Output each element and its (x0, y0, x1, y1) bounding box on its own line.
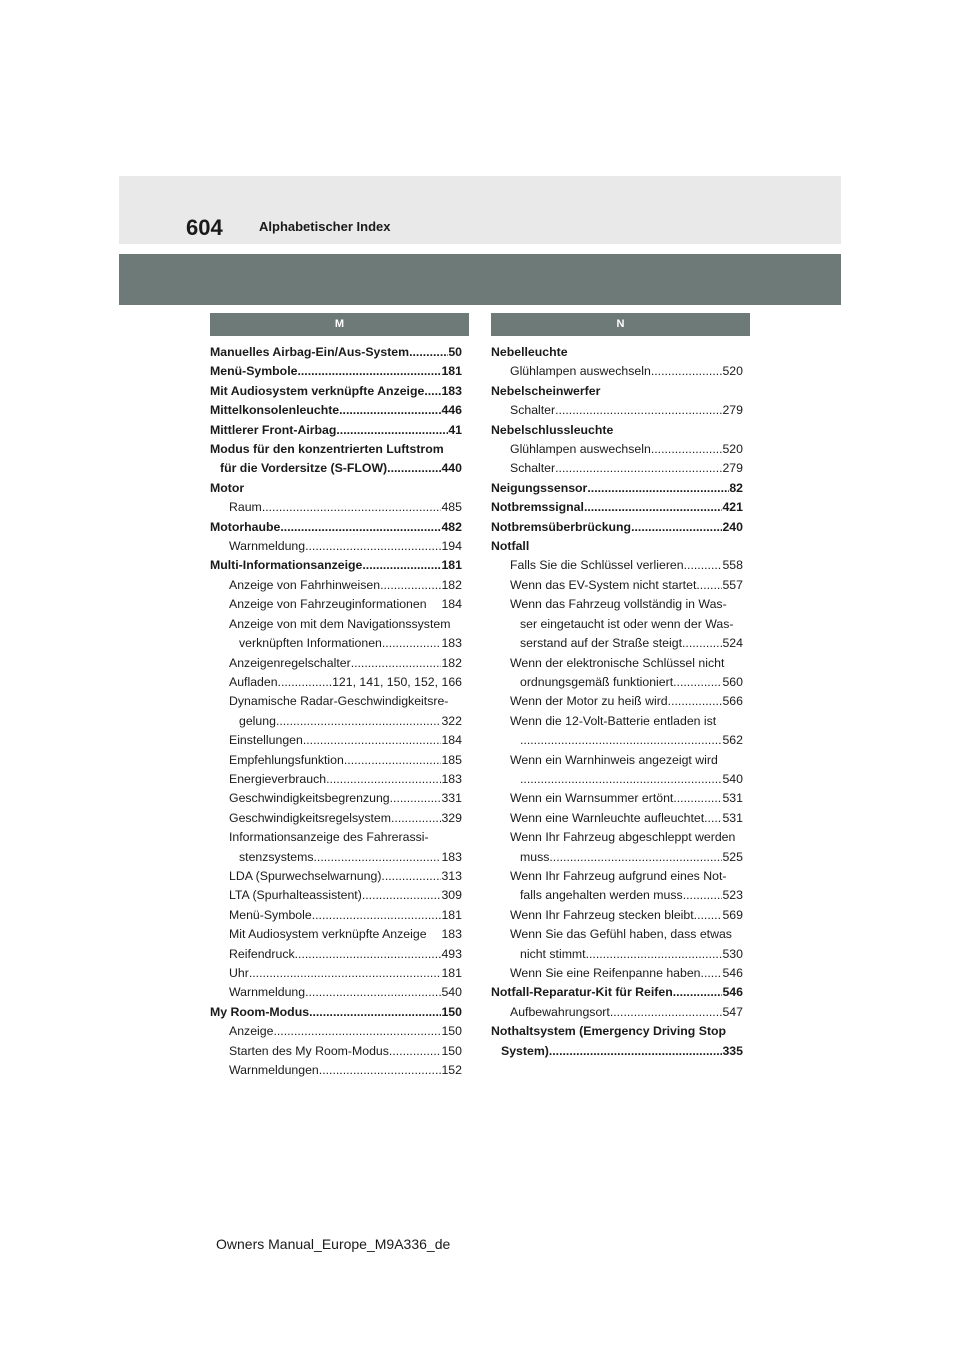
index-entry (210, 1003, 462, 1022)
index-entry (210, 382, 462, 401)
entry-label: Anzeigenregelschalter (229, 655, 351, 670)
index-entry (491, 1042, 743, 1061)
entry-label: Mit Audiosystem verknüpfte Anzeige (210, 383, 425, 398)
entry-page: 520 (722, 442, 743, 457)
entry-label: nicht stimmt (520, 946, 586, 961)
entry-page: 530 (722, 946, 743, 961)
entry-label: Nebelscheinwerfer (491, 383, 601, 398)
index-entry (210, 828, 462, 847)
leader-dots (586, 945, 723, 964)
index-entry (210, 556, 462, 575)
index-entry (210, 886, 462, 905)
leader-dots (673, 673, 722, 692)
entry-page: 181 (441, 558, 462, 573)
entry-page: 183 (441, 927, 462, 942)
index-entry (491, 556, 743, 575)
entry-page: 523 (722, 888, 743, 903)
leader-dots (704, 809, 722, 828)
index-entry (491, 343, 743, 362)
index-entry (210, 867, 462, 886)
entry-page: 181 (441, 966, 462, 980)
entry-label: LTA (Spurhalteassistent) (229, 888, 362, 903)
entry-page: 181 (441, 364, 462, 379)
index-entry (210, 634, 462, 653)
index-entry (210, 925, 462, 944)
entry-page: 531 (722, 810, 743, 825)
leader-dots (584, 498, 723, 517)
index-entry (210, 401, 462, 420)
entry-page: 309 (441, 888, 462, 903)
letter-heading-m: M (210, 313, 469, 336)
leader-dots (305, 983, 441, 1002)
entry-label: ser eingetaucht ist oder wenn der Was- (520, 616, 734, 631)
entry-label: Mittelkonsolenleuchte (210, 403, 340, 418)
entry-label: Menü-Symbole (210, 364, 298, 379)
leader-dots (555, 459, 722, 478)
index-entry (210, 576, 462, 595)
entry-label: System) (501, 1043, 549, 1058)
leader-dots (249, 964, 442, 983)
entry-label: Neigungssensor (491, 480, 588, 495)
index-entry (210, 537, 462, 556)
entry-label: Starten des My Room-Modus (229, 1043, 389, 1058)
entry-label: Schalter (510, 461, 556, 476)
leader-dots (362, 886, 442, 905)
entry-label: Warnmeldungen (229, 1063, 319, 1078)
index-entry (210, 770, 462, 789)
entry-label: Wenn eine Warnleuchte aufleuchtet (510, 810, 705, 825)
entry-label: LDA (Spurwechselwarnung) (229, 868, 382, 883)
entry-label: Notfall (491, 539, 530, 554)
entry-label: Wenn die 12-Volt-Batterie entladen ist (510, 713, 717, 728)
leader-dots (409, 343, 448, 362)
index-entry (491, 983, 743, 1002)
index-entry (491, 789, 743, 808)
leader-dots (380, 576, 441, 595)
entry-page: 182 (441, 577, 462, 592)
entry-page: 524 (722, 636, 743, 651)
entry-label: Wenn Ihr Fahrzeug aufgrund eines Not- (510, 868, 727, 883)
entry-label: serstand auf der Straße steigt (520, 636, 682, 651)
leader-dots (424, 382, 441, 401)
entry-label: Aufladen (229, 674, 278, 689)
entry-page: 540 (441, 985, 462, 1000)
entry-page: 150 (441, 1024, 462, 1039)
entry-page: 446 (441, 403, 462, 418)
footer-text: Owners Manual_Europe_M9A336_de (216, 1236, 451, 1252)
entry-label: Notfall-Reparatur-Kit für Reifen (491, 985, 673, 1000)
leader-dots (339, 401, 441, 420)
index-entry (491, 615, 743, 634)
entry-label: Anzeige (229, 1024, 274, 1039)
index-entry (491, 1003, 743, 1022)
leader-dots (682, 634, 722, 653)
leader-dots (303, 731, 442, 750)
entry-page: 150 (441, 1004, 462, 1019)
index-entry (491, 712, 743, 731)
leader-dots (673, 789, 722, 808)
index-entry (491, 1022, 743, 1041)
leader-dots (555, 401, 722, 420)
index-entry (210, 731, 462, 750)
index-column-m (210, 343, 462, 1080)
entry-page: 531 (722, 791, 743, 806)
entry-page: 183 (441, 636, 462, 651)
index-entry (210, 459, 462, 478)
leader-dots (684, 556, 723, 575)
leader-dots (549, 1042, 723, 1061)
entry-page: 121, 141, 150, 152, 166 (332, 674, 462, 689)
index-entry (210, 945, 462, 964)
index-entry (491, 867, 743, 886)
entry-page: 181 (441, 907, 462, 922)
index-entry (491, 886, 743, 905)
entry-label: Wenn das EV-System nicht startet (510, 577, 697, 592)
entry-page: 185 (441, 752, 462, 767)
entry-label: Modus für den konzentrierten Luftstrom (210, 442, 444, 457)
index-entry (210, 848, 462, 867)
index-entry (210, 751, 462, 770)
entry-label: Motorhaube (210, 519, 281, 534)
entry-page: 150 (441, 1043, 462, 1058)
index-entry (491, 518, 743, 537)
leader-dots (701, 964, 723, 983)
index-entry (210, 595, 462, 614)
entry-page: 540 (722, 771, 743, 786)
entry-label: Motor (210, 480, 245, 495)
leader-dots (673, 983, 723, 1002)
entry-label: für die Vordersitze (S-FLOW) (220, 461, 388, 476)
entry-page: 331 (441, 791, 462, 806)
leader-dots (683, 886, 723, 905)
entry-label: Notbremsüberbrückung (491, 519, 632, 534)
entry-label: Wenn Ihr Fahrzeug abgeschleppt werden (510, 830, 736, 845)
entry-label: Wenn der elektronische Schlüssel nicht (510, 655, 725, 670)
leader-dots (297, 362, 441, 381)
index-entry (491, 440, 743, 459)
entry-label: Wenn ein Warnhinweis angezeigt wird (510, 752, 718, 767)
entry-page: 440 (441, 461, 462, 476)
entry-label: Informationsanzeige des Fahrerassi- (229, 830, 429, 845)
entry-label: Empfehlungsfunktion (229, 752, 344, 767)
entry-page: 562 (722, 733, 743, 748)
index-entry (210, 343, 462, 362)
entry-label: Menü-Symbole (229, 907, 312, 922)
index-entry (210, 615, 462, 634)
entry-page: 82 (729, 480, 743, 495)
entry-label: Wenn ein Warnsummer ertönt (510, 791, 674, 806)
index-entry (210, 906, 462, 925)
index-entry (210, 692, 462, 711)
index-column-n (491, 343, 743, 1061)
entry-page: 569 (722, 907, 743, 922)
entry-label: Manuelles Airbag-Ein/Aus-System (210, 345, 410, 359)
entry-page: 566 (722, 694, 743, 709)
index-entry (210, 983, 462, 1002)
leader-dots (305, 537, 441, 556)
entry-page: 335 (722, 1043, 743, 1058)
leader-dots (313, 848, 441, 867)
entry-page: 41 (448, 422, 462, 437)
entry-label: Glühlampen auswechseln (510, 364, 651, 379)
entry-label: Wenn das Fahrzeug vollständig in Was- (510, 597, 727, 612)
entry-page: 240 (722, 519, 743, 534)
entry-page: 520 (722, 364, 743, 379)
index-entry (210, 498, 462, 517)
entry-label: Energieverbrauch (229, 771, 327, 786)
entry-page: 558 (722, 558, 743, 573)
entry-page: 546 (722, 966, 743, 980)
entry-label: Wenn Sie das Gefühl haben, dass etwas (510, 927, 732, 942)
index-entry (210, 479, 462, 498)
leader-dots (280, 518, 441, 537)
entry-label: Wenn Ihr Fahrzeug stecken bleibt (510, 907, 694, 922)
letter-heading-n: N (491, 313, 750, 336)
entry-label: Glühlampen auswechseln (510, 442, 651, 457)
index-entry (491, 382, 743, 401)
entry-label: Falls Sie die Schlüssel verlieren (510, 558, 684, 573)
index-entry (491, 731, 743, 750)
leader-dots (387, 459, 441, 478)
leader-dots (309, 1003, 441, 1022)
index-entry (491, 421, 743, 440)
leader-dots (382, 634, 442, 653)
leader-dots (390, 789, 442, 808)
entry-label: Warnmeldung (229, 539, 306, 554)
leader-dots (262, 498, 442, 517)
entry-page: 547 (722, 1004, 743, 1019)
index-entry (491, 828, 743, 847)
index-entry (210, 964, 462, 983)
entry-page: 329 (441, 810, 462, 825)
index-entry (210, 362, 462, 381)
index-entry (210, 440, 462, 459)
entry-page: 182 (441, 655, 462, 670)
leader-dots (694, 906, 723, 925)
leader-dots (520, 731, 722, 750)
index-entry (210, 518, 462, 537)
entry-label: Mit Audiosystem verknüpfte Anzeige (229, 927, 427, 942)
index-entry (491, 595, 743, 614)
page-number: 604 (186, 215, 223, 240)
entry-label: Geschwindigkeitsbegrenzung (229, 791, 390, 806)
leader-dots (651, 362, 723, 381)
entry-label: verknüpften Informationen (239, 636, 382, 651)
index-entry (491, 848, 743, 867)
index-entry (210, 673, 462, 692)
entry-label: My Room-Modus (210, 1004, 310, 1019)
entry-page: 493 (441, 946, 462, 961)
index-entry (491, 362, 743, 381)
leader-dots (631, 518, 722, 537)
index-entry (210, 789, 462, 808)
entry-page: 279 (722, 403, 743, 418)
leader-dots (610, 1003, 723, 1022)
leader-dots (389, 1042, 442, 1061)
leader-dots (278, 673, 333, 692)
leader-dots (326, 770, 441, 789)
index-entry (491, 576, 743, 595)
entry-page: 313 (441, 868, 462, 883)
leader-dots (549, 848, 722, 867)
entry-page: 560 (722, 674, 743, 689)
entry-page: 184 (441, 597, 462, 612)
leader-dots (381, 867, 441, 886)
index-entry (210, 1042, 462, 1061)
index-entry (210, 712, 462, 731)
entry-page: 50 (448, 345, 462, 359)
index-entry (491, 964, 743, 983)
index-entry (491, 634, 743, 653)
leader-dots (319, 1061, 442, 1080)
entry-label: Wenn der Motor zu heiß wird (510, 694, 668, 709)
entry-page: 482 (441, 519, 462, 534)
entry-page: 183 (441, 771, 462, 786)
entry-label: Mittlerer Front-Airbag (210, 422, 337, 437)
entry-label: Aufbewahrungsort (510, 1004, 610, 1019)
index-entry (491, 673, 743, 692)
index-entry (491, 692, 743, 711)
leader-dots (273, 1022, 441, 1041)
index-entry (491, 925, 743, 944)
entry-label: Einstellungen (229, 733, 303, 748)
entry-label: Dynamische Radar-Geschwindigkeitsre- (229, 694, 449, 709)
entry-page: 152 (441, 1063, 462, 1078)
index-entry (210, 421, 462, 440)
entry-page: 279 (722, 461, 743, 476)
entry-label: Anzeige von Fahrhinweisen (229, 577, 381, 592)
entry-label: Notbremssignal (491, 500, 584, 515)
leader-dots (520, 770, 722, 789)
entry-label: Reifendruck (229, 946, 295, 961)
leader-dots (312, 906, 442, 925)
index-entry (491, 537, 743, 556)
entry-label: falls angehalten werden muss (520, 888, 683, 903)
entry-page: 194 (441, 539, 462, 554)
entry-label: gelung (239, 713, 276, 728)
leader-dots (391, 809, 441, 828)
entry-label: ordnungsgemäß funktioniert (520, 674, 674, 689)
entry-label: Geschwindigkeitsregelsystem (229, 810, 391, 825)
index-entry (491, 401, 743, 420)
entry-label: Anzeige von mit dem Navigationssystem (229, 616, 451, 631)
entry-label: Anzeige von Fahrzeuginformationen (229, 597, 427, 612)
index-entry (491, 459, 743, 478)
leader-dots (344, 751, 442, 770)
entry-label: Warnmeldung (229, 985, 306, 1000)
entry-page: 421 (722, 500, 743, 515)
header-band (119, 176, 841, 244)
index-entry (491, 479, 743, 498)
entry-label: Nothaltsystem (Emergency Driving Stop (491, 1024, 727, 1039)
index-entry (491, 770, 743, 789)
index-entry (491, 498, 743, 517)
entry-page: 322 (441, 713, 462, 728)
leader-dots (587, 479, 729, 498)
entry-label: Nebelleuchte (491, 345, 568, 359)
entry-page: 557 (722, 577, 743, 592)
entry-label: Raum (229, 500, 262, 515)
index-entry (210, 654, 462, 673)
entry-label: Wenn Sie eine Reifenpanne haben (510, 966, 701, 980)
entry-page: 183 (441, 849, 462, 864)
leader-dots (362, 556, 441, 575)
leader-dots (276, 712, 442, 731)
entry-label: Nebelschlussleuchte (491, 422, 614, 437)
section-title: Alphabetischer Index (259, 219, 391, 234)
entry-label: Schalter (510, 403, 556, 418)
index-entry (491, 945, 743, 964)
entry-label: Multi-Informationsanzeige (210, 558, 363, 573)
index-entry (491, 654, 743, 673)
index-entry (210, 1022, 462, 1041)
leader-dots (696, 576, 722, 595)
entry-page: 485 (441, 500, 462, 515)
index-entry (491, 751, 743, 770)
entry-page: 184 (441, 733, 462, 748)
index-entry (210, 1061, 462, 1080)
entry-label: stenzsystems (239, 849, 314, 864)
entry-label: Uhr (229, 966, 249, 980)
leader-dots (351, 654, 442, 673)
index-entry (210, 809, 462, 828)
leader-dots (295, 945, 442, 964)
entry-page: 525 (722, 849, 743, 864)
entry-label: muss (520, 849, 550, 864)
index-entry (491, 809, 743, 828)
leader-dots (668, 692, 723, 711)
leader-dots (651, 440, 723, 459)
chapter-bar (119, 254, 841, 305)
entry-page: 546 (722, 985, 743, 1000)
leader-dots (336, 421, 448, 440)
index-entry (491, 906, 743, 925)
entry-page: 183 (441, 383, 462, 398)
